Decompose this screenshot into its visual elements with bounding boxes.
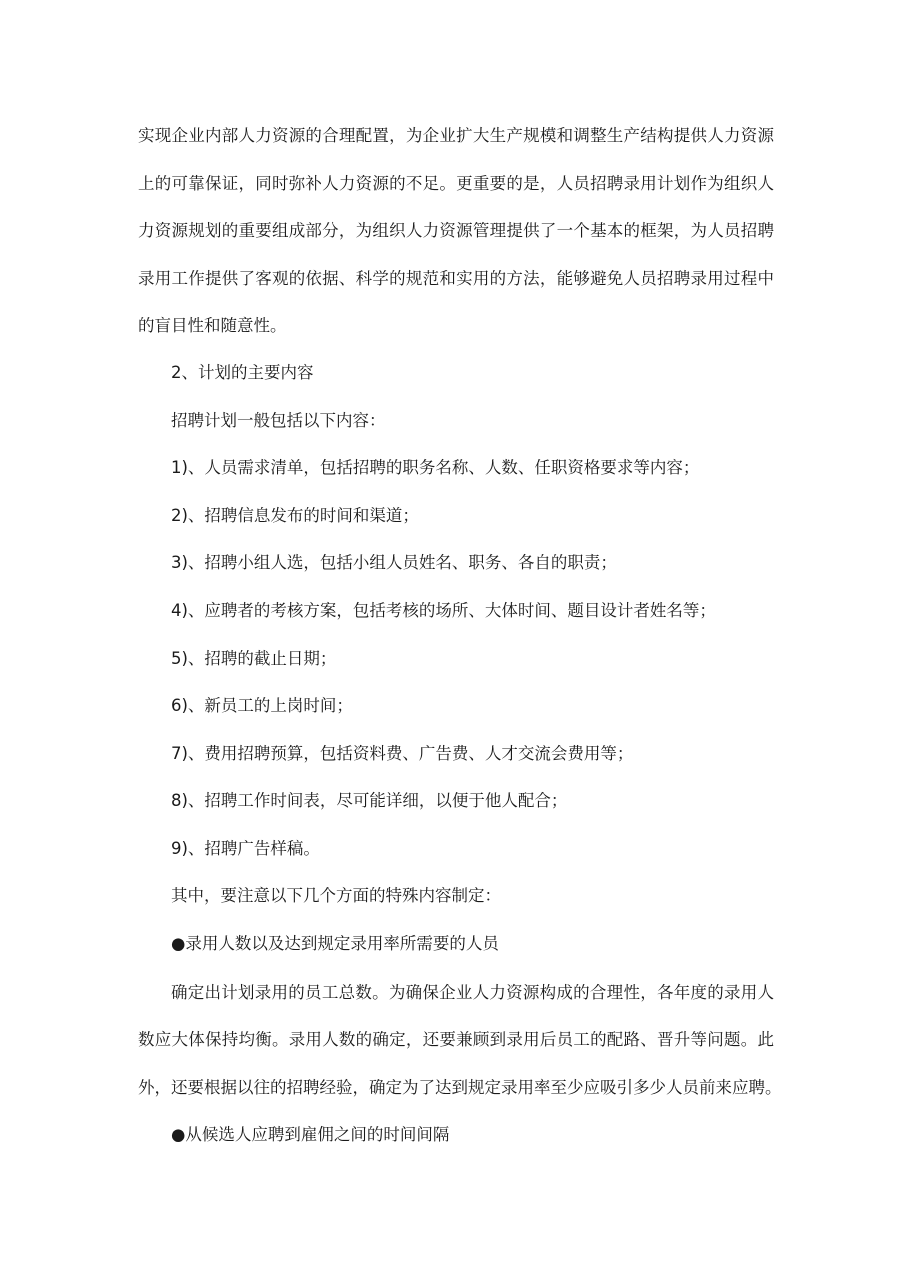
paragraph-line: 上的可靠保证，同时弥补人力资源的不足。更重要的是，人员招聘录用计划作为组织人	[138, 174, 774, 193]
paragraph-line: 的盲目性和随意性。	[138, 316, 287, 335]
list-item: 4)、应聘者的考核方案，包括考核的场所、大体时间、题目设计者姓名等；	[171, 601, 716, 620]
bullet-heading: ●从候选人应聘到雇佣之间的时间间隔	[171, 1125, 450, 1144]
list-item: 9)、招聘广告样稿。	[171, 839, 320, 858]
paragraph-line: 确定出计划录用的员工总数。为确保企业人力资源构成的合理性，各年度的录用人	[171, 983, 774, 1002]
bullet-heading: ●录用人数以及达到规定录用率所需要的人员	[171, 934, 499, 953]
paragraph-line: 力资源规划的重要组成部分，为组织人力资源管理提供了一个基本的框架，为人员招聘	[138, 221, 774, 240]
list-item: 7)、费用招聘预算，包括资料费、广告费、人才交流会费用等；	[171, 744, 634, 763]
list-item: 2)、招聘信息发布的时间和渠道；	[171, 506, 419, 525]
list-item: 1)、人员需求清单，包括招聘的职务名称、人数、任职资格要求等内容；	[171, 458, 700, 477]
section-heading: 2、计划的主要内容	[171, 363, 314, 382]
paragraph-line: 外，还要根据以往的招聘经验，确定为了达到规定录用率至少应吸引多少人员前来应聘。	[138, 1078, 782, 1097]
note-intro: 其中，要注意以下几个方面的特殊内容制定：	[171, 886, 501, 905]
paragraph-line: 实现企业内部人力资源的合理配置，为企业扩大生产规模和调整生产结构提供人力资源	[138, 126, 774, 145]
paragraph-line: 录用工作提供了客观的依据、科学的规范和实用的方法，能够避免人员招聘录用过程中	[138, 269, 774, 288]
list-item: 5)、招聘的截止日期；	[171, 649, 337, 668]
list-item: 6)、新员工的上岗时间；	[171, 696, 353, 715]
paragraph-line: 数应大体保持均衡。录用人数的确定，还要兼顾到录用后员工的配路、晋升等问题。此	[138, 1030, 774, 1049]
list-item: 8)、招聘工作时间表，尽可能详细，以便于他人配合；	[171, 791, 568, 810]
intro-text: 招聘计划一般包括以下内容：	[171, 411, 386, 430]
list-item: 3)、招聘小组人选，包括小组人员姓名、职务、各自的职责；	[171, 553, 617, 572]
